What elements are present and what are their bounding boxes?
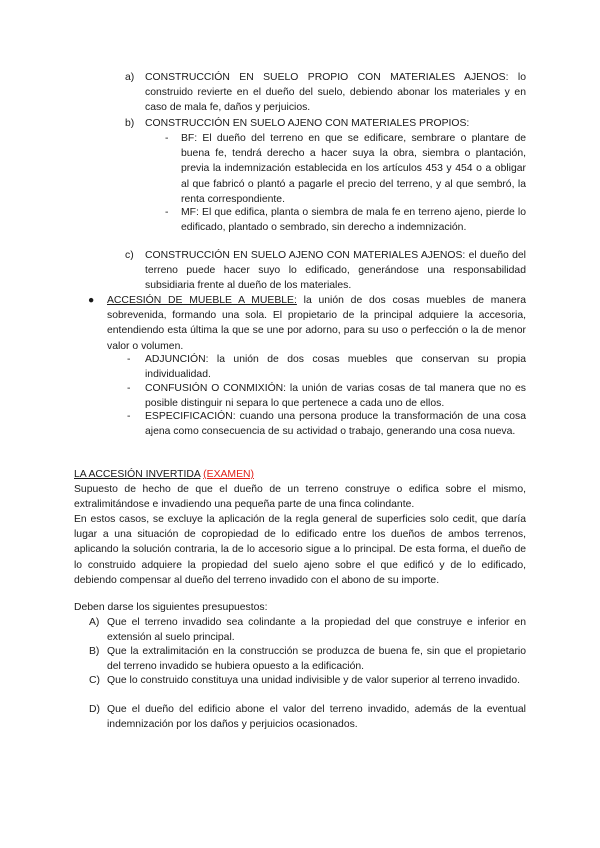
bf-text: BF: El dueño del terreno en que se edificare, sembrare o plantare de buena fe, tendrá derecho a hacer suya la obra, siembra o plantación, previa la indemnización establecida en los artículos 453 y 454 o a obligar al que fabricó o plantó a pagarle el precio del terreno, y al que sembró, la renta correspondiente. [181, 133, 526, 205]
list-marker-B: B) [89, 646, 100, 657]
mf-text: MF: El que edifica, planta o siembra de mala fe en terreno ajeno, pierde lo edificado, plantado o sembrado, sin derecho a indemnización. [181, 207, 526, 234]
invertida-title: LA ACCESIÓN INVERTIDA [74, 469, 201, 480]
item-b-text: CONSTRUCCIÓN EN SUELO AJENO CON MATERIALES PROPIOS: [145, 118, 470, 129]
invertida-p3: Deben darse los siguientes presupuestos: [74, 602, 268, 613]
section-title [74, 467, 526, 482]
dash-marker-especificacion: - [127, 411, 131, 422]
list-marker-b: b) [125, 118, 135, 129]
mueble-paragraph [107, 293, 526, 354]
list-marker-D: D) [89, 704, 100, 715]
mueble-text: la unión de dos cosas muebles de manera sobrevenida, formando una sola. El propietario de la principal adquiere la accesoria, entendiendo esta última la que se une por adorno, para su uso o perfección o la de menor valor o volumen. [107, 295, 527, 352]
requisito-D-text: Que el dueño del edificio abone el valor del terreno invadido, además de la eventual indemnización por los daños y perjuicios ocasionados. [107, 704, 526, 731]
bullet-marker: ● [88, 295, 95, 306]
dash-marker-confusion: - [127, 383, 131, 394]
item-c-text: CONSTRUCCIÓN EN SUELO AJENO CON MATERIALES AJENOS: el dueño del terreno puede hacer suyo lo edificado, generándose una responsabilidad subsidiaria frente al dueño de los materiales. [145, 250, 526, 292]
requisito-A-text: Que el terreno invadido sea colindante a la propiedad del que construye e inferior en extensión al suelo principal. [107, 617, 526, 644]
exam-tag: (EXAMEN) [203, 469, 254, 480]
item-a-text: CONSTRUCCIÓN EN SUELO PROPIO CON MATERIALES AJENOS: lo construido revierte en el dueño del suelo, debiendo abonar los materiales y en caso de mala fe, daños y perjuicios. [145, 72, 526, 114]
invertida-p1: Supuesto de hecho de que el dueño de un terreno construye o edifica sobre el mismo, extralimitándose e invadiendo una pequeña parte de una finca colindante. [74, 484, 526, 511]
especificacion-text: ESPECIFICACIÓN: cuando una persona produce la transformación de una cosa ajena como consecuencia de su actividad o trabajo, generando una cosa nueva. [145, 411, 526, 438]
dash-marker-mf: - [165, 207, 169, 218]
requisito-C-text: Que lo construido constituya una unidad indivisible y de valor superior al terreno invadido. [107, 675, 520, 686]
adjuncion-text: ADJUNCIÓN: la unión de dos cosas muebles que conservan su propia individualidad. [145, 354, 526, 381]
list-marker-A: A) [89, 617, 100, 628]
dash-marker-bf: - [165, 133, 169, 144]
mueble-heading: ACCESIÓN DE MUEBLE A MUEBLE: [107, 295, 297, 306]
dash-marker-adjuncion: - [127, 354, 131, 365]
confusion-text: CONFUSIÓN O CONMIXIÓN: la unión de varias cosas de tal manera que no es posible distinguir ni separa lo que pertenece a cada uno de ellos. [145, 383, 526, 410]
requisito-B-text: Que la extralimitación en la construcción se produzca de buena fe, sin que el propietario del terreno invadido se hubiera opuesto a la edificación. [107, 646, 526, 673]
list-marker-c: c) [125, 250, 134, 261]
invertida-p2: En estos casos, se excluye la aplicación de la regla general de superficies solo cedit, que daría lugar a una situación de copropiedad de lo edificado entre los dueños de ambos terrenos, aplicando la solución contraria, la de lo accesorio sigue a lo principal. De esta forma, el dueño de lo construido adquiere la propiedad del suelo ajeno sobre el que edificó y de lo edificado, debiendo compensar al dueño del terreno invadido con el abono de su importe. [74, 514, 526, 586]
list-marker-C: C) [89, 675, 100, 686]
list-marker-a: a) [125, 72, 135, 83]
